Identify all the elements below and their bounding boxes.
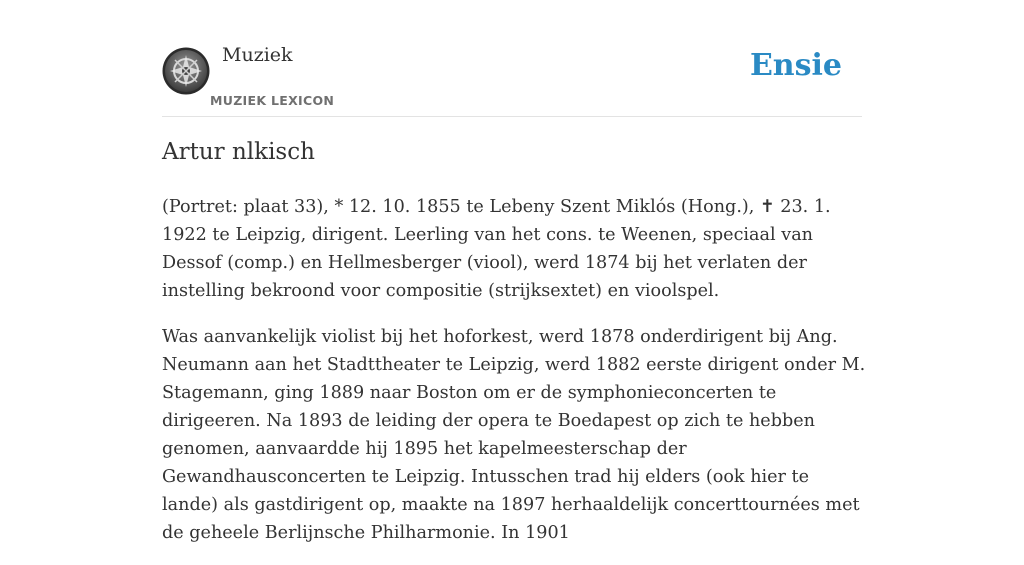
site-name[interactable]: Muziek bbox=[222, 44, 293, 66]
brand-logo[interactable]: Ensie bbox=[749, 48, 842, 83]
site-subtitle[interactable]: MUZIEK LEXICON bbox=[210, 93, 335, 108]
article-paragraph-1: (Portret: plaat 33), * 12. 10. 1855 te Lebeny Szent Miklós (Hong.), ✝ 23. 1. 1922 te Leipzig, dirigent. Leerling van het cons. te Weenen, speciaal van Dessof (comp.) en Hellmesberger (viool), werd 1874 bij het verlaten der instelling bekroond voor compositie (strijksextet) en vioolspel. bbox=[162, 197, 831, 301]
article-body bbox=[162, 193, 867, 565]
page bbox=[162, 0, 866, 543]
article-paragraph-2: Was aanvankelijk violist bij het hoforkest, werd 1878 onderdirigent bij Ang. Neumann aan het Stadttheater te Leipzig, werd 1882 eerste dirigent onder M. Stagemann, ging 1889 naar Boston om er de symphonieconcerten te dirigeeren. Na 1893 de leiding der opera te Boedapest op zich te hebben genomen, aanvaardde hij 1895 het kapelmeesterschap der Gewandhausconcerten te Leipzig. Intusschen trad hij elders (ook hier te lande) als gastdirigent op, maakte na 1897 herhaaldelijk concerttournées met de geheele Berlijnsche Philharmonie. In 1901 bbox=[162, 327, 866, 543]
site-header bbox=[162, 0, 862, 117]
article-title: Artur nlkisch bbox=[162, 139, 315, 165]
music-emblem-icon[interactable] bbox=[162, 47, 210, 95]
